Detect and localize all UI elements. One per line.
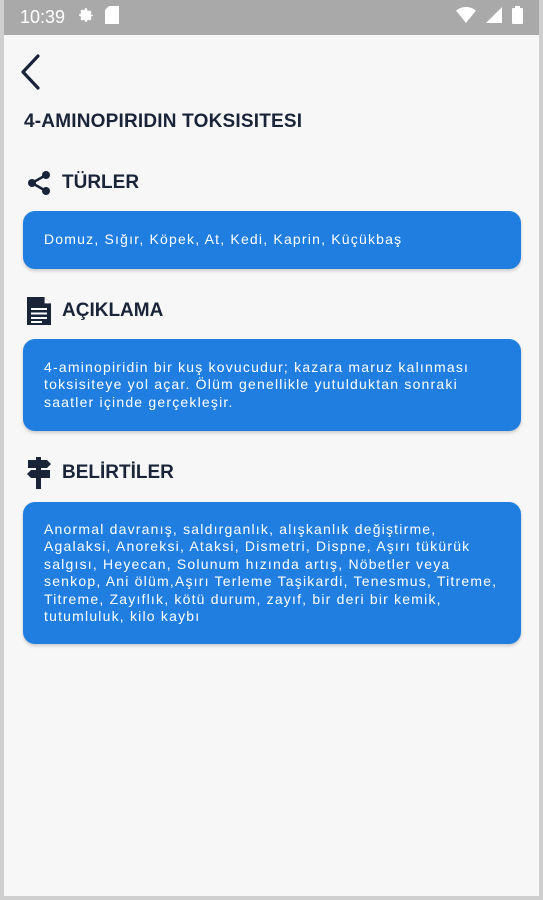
page-title: 4-AMINOPIRIDIN TOKSISITESI — [24, 111, 303, 132]
symptoms-card — [23, 502, 521, 644]
description-label: AÇIKLAMA — [62, 300, 164, 321]
signpost-icon — [25, 458, 53, 488]
document-icon — [25, 296, 53, 326]
signal-icon — [486, 7, 502, 28]
settings-icon — [77, 6, 95, 29]
sd-card-icon — [105, 6, 119, 29]
chevron-left-icon — [19, 54, 41, 90]
species-card — [23, 211, 521, 269]
share-icon — [25, 168, 53, 198]
back-button[interactable] — [12, 52, 48, 92]
status-bar — [0, 0, 543, 35]
species-label: TÜRLER — [62, 172, 140, 193]
species-text: Domuz, Sığır, Köpek, At, Kedi, Kaprin, Küçükbaş — [44, 231, 403, 248]
status-time: 10:39 — [20, 7, 66, 27]
description-text: 4-aminopiridin bir kuş kovucudur; kazara maruz kalınması toksisiteye yol açar. Ölüm genellikle yutulduktan sonraki saatler içinde gerçekleşir. — [44, 358, 470, 410]
battery-icon — [512, 6, 523, 29]
description-card — [23, 339, 521, 431]
symptoms-section-header — [25, 458, 174, 488]
symptoms-text: Anormal davranış, saldırganlık, alışkanlık değiştirme, Agalaksi, Anoreksi, Ataksi, Dismetri, Dispne, Aşırı tükürük salgısı, Heyecan, Solunum hızında artış, Nöbetler veya senkop, Ani ölüm,Aşırı Terleme Taşikardi, Tenesmus, Titreme, Titreme, Zayıflık, kötü durum, zayıf, bir deri bir kemik, tutumluluk, kilo kaybı — [44, 520, 498, 624]
description-section-header — [25, 296, 163, 326]
species-section-header — [25, 168, 139, 198]
symptoms-label: BELİRTİLER — [62, 462, 174, 483]
wifi-icon — [456, 7, 476, 28]
